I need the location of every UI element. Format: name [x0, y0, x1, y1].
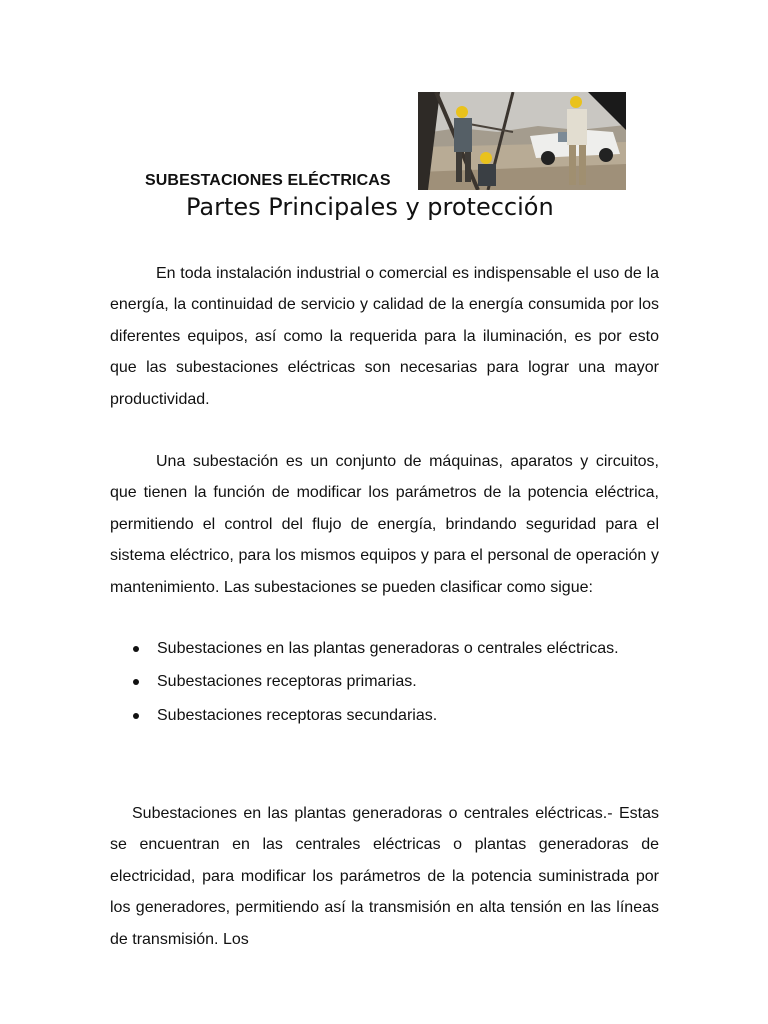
document-title: Partes Principales y protección [186, 193, 554, 221]
list-item [110, 666, 659, 697]
paragraph-generating-plants: Subestaciones en las plantas generadoras o centrales eléctricas.- Estas se encuentran en las centrales eléctricas o plantas generadoras de electricidad, para modificar los parámetros de la potencia suministrada por los generadores, permitiendo así la transmisión en alta tensión en las líneas de transmisión. Los [110, 805, 659, 948]
workers-photo [418, 92, 626, 190]
paragraph-definition: Una subestación es un conjunto de máquinas, aparatos y circuitos, que tienen la función de modificar los parámetros de la potencia eléctrica, permitiendo el control del flujo de energía, brindando seguridad para el sistema eléctrico, para los mismos equipos y para el personal de operación y mantenimiento. Las subestaciones se pueden clasificar como sigue: [110, 453, 659, 596]
list-item-text: Subestaciones en las plantas generadoras o centrales eléctricas. [157, 640, 619, 657]
paragraph-intro: En toda instalación industrial o comercial es indispensable el uso de la energía, la continuidad de servicio y calidad de la energía consumida por los diferentes equipos, así como la requerida para la iluminación, es por esto que las subestaciones eléctricas son necesarias para lograr una mayor productividad. [110, 265, 659, 408]
bullet-icon [133, 646, 139, 652]
list-item-text: Subestaciones receptoras primarias. [157, 673, 417, 691]
workers-photo-illustration [418, 92, 626, 190]
bullet-icon [133, 713, 139, 719]
bullet-icon [133, 679, 139, 685]
classification-list [110, 633, 659, 731]
list-item [110, 633, 659, 664]
document-subtitle: SUBESTACIONES ELÉCTRICAS [145, 172, 391, 189]
list-item-text: Subestaciones receptoras secundarias. [157, 706, 438, 724]
list-item [110, 700, 659, 731]
